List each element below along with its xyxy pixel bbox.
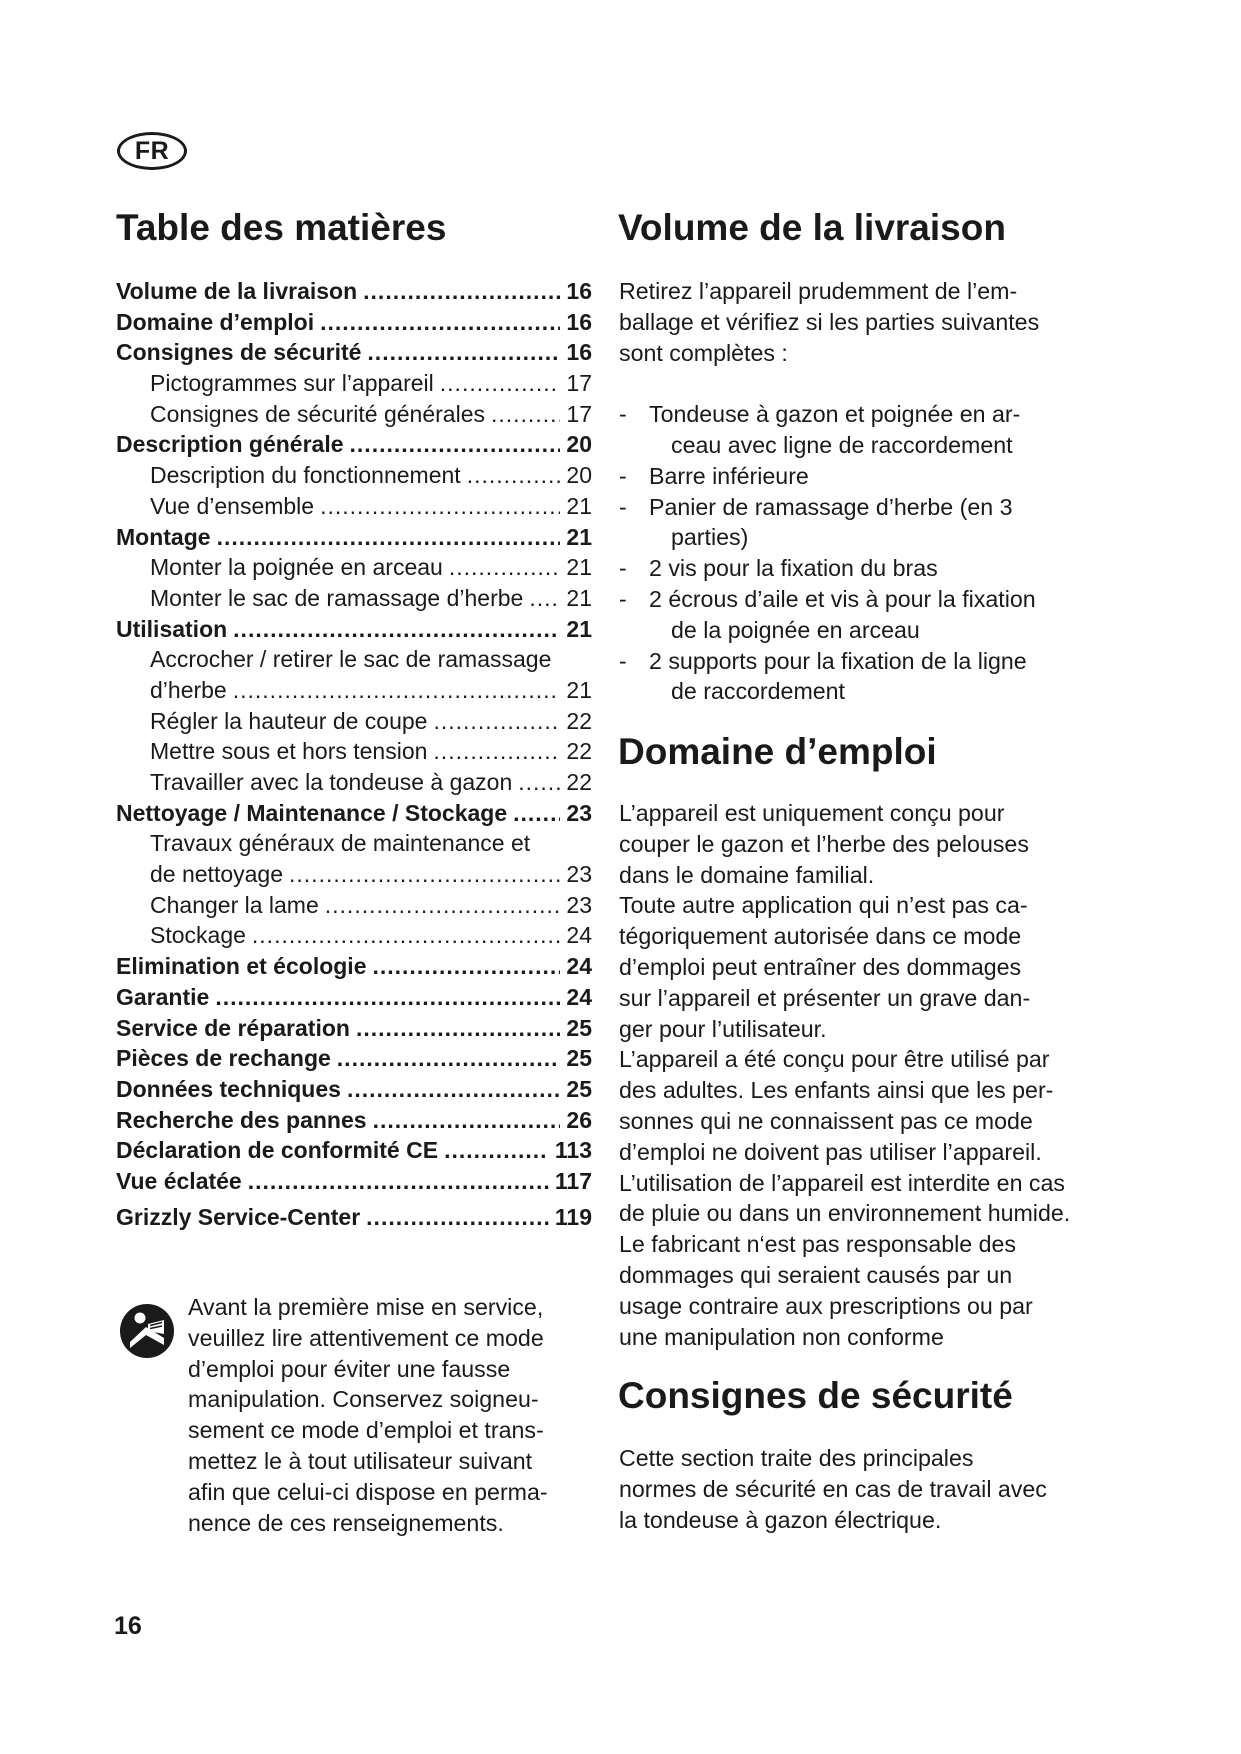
toc-entry-page: 17 xyxy=(566,370,592,397)
toc-entry-label: Volume de la livraison xyxy=(116,278,358,304)
toc-entry-page: 119 xyxy=(554,1203,592,1230)
delivery-item-line: Panier de ramassage d’herbe (en 3 xyxy=(649,493,1013,520)
page-number: 16 xyxy=(114,1612,142,1640)
toc-entry-label: Déclaration de conformité CE xyxy=(116,1137,439,1164)
toc-entry-page: 20 xyxy=(566,431,592,458)
toc-entry-label: Elimination et écologie xyxy=(116,953,367,980)
toc-leader-dots xyxy=(491,399,560,430)
toc-leader-dots xyxy=(518,767,560,798)
toc-leader-dots xyxy=(325,890,561,921)
toc-leader-dots xyxy=(529,583,560,614)
toc-leader-dots xyxy=(366,1202,549,1233)
toc-leader-dots xyxy=(233,675,561,706)
note-line: Avant la première mise en service, xyxy=(188,1294,544,1320)
toc-entry-label: Travailler avec la tondeuse à gazon xyxy=(150,769,513,795)
toc-entry xyxy=(116,368,592,399)
usage-line: Toute autre application qui n’est pas ca- xyxy=(619,892,1028,919)
note-line: veuillez lire attentivement ce mode xyxy=(188,1324,544,1351)
toc-leader-dots xyxy=(320,491,560,522)
toc-entry-label: Monter le sac de ramassage d’herbe xyxy=(150,584,524,611)
toc-entry-label: Accrocher / retirer le sac de ramassage xyxy=(150,646,552,673)
toc-entry-page: 17 xyxy=(566,400,592,427)
toc-title: Table des matières xyxy=(116,207,447,248)
usage-line: une manipulation non conforme xyxy=(619,1323,944,1350)
toc-entry xyxy=(116,460,592,491)
toc-entry-page: 23 xyxy=(566,891,592,918)
toc-leader-dots xyxy=(217,522,561,553)
toc-entry xyxy=(116,583,592,614)
toc-entry-page: 22 xyxy=(566,769,592,795)
toc-entry-label: Garantie xyxy=(116,983,210,1010)
delivery-item-line: Tondeuse à gazon et poignée en ar- xyxy=(649,401,1021,428)
usage-line: tégoriquement autorisée dans ce mode xyxy=(619,923,1022,950)
toc-entry-page: 21 xyxy=(566,523,592,550)
toc-entry-label: Mettre sous et hors tension xyxy=(150,738,428,765)
usage-line: d’emploi peut entraîner des dommages xyxy=(619,953,1022,980)
toc-entry-label: Pictogrammes sur l’appareil xyxy=(150,370,434,397)
usage-line: couper le gazon et l’herbe des pelouses xyxy=(619,830,1029,857)
toc-entry xyxy=(116,675,592,706)
usage-line: de pluie ou dans un environnement humide. xyxy=(619,1200,1071,1227)
toc-entry-page: 24 xyxy=(566,922,592,949)
toc-entry-label: Recherche des pannes xyxy=(116,1106,367,1133)
list-dash: - xyxy=(619,555,627,582)
list-dash: - xyxy=(619,647,627,674)
toc-entry xyxy=(116,982,592,1013)
toc-leader-dots xyxy=(215,982,560,1013)
delivery-list xyxy=(619,399,1129,707)
note-text xyxy=(188,1292,598,1538)
toc-leader-dots xyxy=(513,798,560,829)
toc-entry-label: Description du fonctionnement xyxy=(150,462,461,489)
toc-entry xyxy=(116,890,592,921)
safety-line: Cette section traite des principales xyxy=(619,1445,974,1471)
delivery-item xyxy=(619,646,1129,708)
toc-entry xyxy=(116,1043,592,1074)
toc-entry xyxy=(116,614,592,645)
toc-entry xyxy=(116,736,592,767)
toc-entry xyxy=(116,307,592,338)
list-dash: - xyxy=(619,401,627,428)
toc-entry-label: Description générale xyxy=(116,431,344,458)
delivery-item-line: de la poignée en arceau xyxy=(671,616,920,643)
usage-line: des adultes. Les enfants ainsi que les per- xyxy=(619,1077,1054,1104)
note-line: nence de ces renseignements. xyxy=(188,1509,504,1536)
toc-leader-dots xyxy=(444,1135,549,1166)
toc-entry xyxy=(116,920,592,951)
toc-entry xyxy=(116,828,592,859)
toc-leader-dots xyxy=(337,1043,561,1074)
usage-line: L’utilisation de l’appareil est interdite en cas xyxy=(619,1169,1065,1196)
delivery-item-line: ceau avec ligne de raccordement xyxy=(671,431,1013,458)
toc-entry xyxy=(116,951,592,982)
read-manual-icon xyxy=(118,1302,176,1360)
toc-entry xyxy=(116,706,592,737)
toc-entry-page: 23 xyxy=(566,861,592,888)
toc-leader-dots xyxy=(320,307,560,338)
safety-text xyxy=(619,1443,1129,1535)
toc-leader-dots xyxy=(248,1166,549,1197)
toc-entry-page: 22 xyxy=(566,707,592,734)
toc-leader-dots xyxy=(233,614,560,645)
toc-entry xyxy=(116,1202,592,1233)
toc-entry-label: Régler la hauteur de coupe xyxy=(150,707,428,734)
toc-entry-label: Données techniques xyxy=(116,1075,341,1102)
delivery-item-line: 2 supports pour la fixation de la ligne xyxy=(649,647,1027,674)
usage-line: dans le domaine familial. xyxy=(619,861,875,888)
note-line: manipulation. Conservez soigneu- xyxy=(188,1386,539,1413)
toc-leader-dots xyxy=(356,1013,560,1044)
toc-entry-page: 21 xyxy=(566,615,592,642)
delivery-item xyxy=(619,584,1129,646)
delivery-item xyxy=(619,492,1129,554)
toc-entry xyxy=(116,1074,592,1105)
toc-entry-label: Vue éclatée xyxy=(116,1167,242,1194)
toc-leader-dots xyxy=(373,1105,561,1136)
toc-entry-label: Utilisation xyxy=(116,615,228,642)
delivery-item xyxy=(619,399,1129,461)
usage-line: sur l’appareil et présenter un grave dan- xyxy=(619,984,1031,1011)
toc-entry-label: Service de réparation xyxy=(116,1014,350,1041)
toc-leader-dots xyxy=(289,859,560,890)
usage-line: dommages qui seraient causés par un xyxy=(619,1261,1013,1288)
note-line: d’emploi pour éviter une fausse xyxy=(188,1355,511,1382)
toc-leader-dots xyxy=(350,429,561,460)
usage-line: L’appareil a été conçu pour être utilisé par xyxy=(619,1046,1050,1073)
toc-entry xyxy=(116,798,592,829)
toc-entry xyxy=(116,644,592,675)
toc-entry-page: 24 xyxy=(566,983,592,1010)
toc-entry-label: Montage xyxy=(116,523,211,550)
list-dash: - xyxy=(619,462,627,489)
toc-entry-page: 16 xyxy=(566,339,592,366)
toc-entry-page: 16 xyxy=(566,308,592,335)
toc-entry-label: Changer la lame xyxy=(150,891,319,918)
toc-entry-page: 21 xyxy=(566,492,592,519)
toc-entry-label: Monter la poignée en arceau xyxy=(150,554,443,581)
toc-entry-page: 25 xyxy=(566,1014,592,1041)
toc-entry-page: 16 xyxy=(566,278,592,304)
toc-entry-label: Domaine d’emploi xyxy=(116,308,315,335)
toc-entry xyxy=(116,522,592,553)
toc-leader-dots xyxy=(347,1074,560,1105)
toc-entry xyxy=(116,337,592,368)
toc-leader-dots xyxy=(433,706,560,737)
toc-entry xyxy=(116,429,592,460)
toc-leader-dots xyxy=(440,368,561,399)
toc-leader-dots xyxy=(467,460,561,491)
usage-line: sonnes qui ne connaissent pas ce mode xyxy=(619,1107,1033,1134)
toc-entry-page: 21 xyxy=(566,584,592,611)
language-badge: FR xyxy=(117,132,187,170)
toc-entry-page: 25 xyxy=(566,1045,592,1072)
note-line: afin que celui-ci dispose en perma- xyxy=(188,1478,548,1505)
toc-entry xyxy=(116,1105,592,1136)
toc-entry-page: 117 xyxy=(554,1167,592,1194)
toc-leader-dots xyxy=(449,552,561,583)
toc-entry-page: 26 xyxy=(566,1106,592,1133)
delivery-item-line: parties) xyxy=(671,524,749,551)
list-dash: - xyxy=(619,493,627,520)
toc-entry xyxy=(116,491,592,522)
toc-entry-label: Nettoyage / Maintenance / Stockage xyxy=(116,799,508,826)
toc-entry-page: 21 xyxy=(566,676,592,703)
toc-entry xyxy=(116,1135,592,1166)
toc-leader-dots xyxy=(372,951,560,982)
toc-leader-dots xyxy=(363,276,560,307)
safety-line: la tondeuse à gazon électrique. xyxy=(619,1506,942,1533)
toc-entry xyxy=(116,767,592,798)
usage-line: usage contraire aux prescriptions ou par xyxy=(619,1292,1033,1319)
safety-title: Consignes de sécurité xyxy=(618,1375,1013,1416)
toc-entry-label: Consignes de sécurité xyxy=(116,339,362,366)
delivery-intro-line: Retirez l’appareil prudemment de l’em- xyxy=(619,278,1018,304)
usage-line: d’emploi ne doivent pas utiliser l’appareil. xyxy=(619,1138,1042,1165)
toc-entry-label: Consignes de sécurité générales xyxy=(150,400,485,427)
delivery-item xyxy=(619,553,1129,584)
toc-leader-dots xyxy=(433,736,560,767)
usage-line: L’appareil est uniquement conçu pour xyxy=(619,800,1005,826)
safety-line: normes de sécurité en cas de travail avec xyxy=(619,1475,1047,1502)
usage-line: ger pour l’utilisateur. xyxy=(619,1015,827,1042)
delivery-item-line: 2 écrous d’aile et vis à pour la fixation xyxy=(649,585,1036,612)
delivery-item-line: 2 vis pour la fixation du bras xyxy=(649,555,938,582)
toc-entry xyxy=(116,399,592,430)
note-line: mettez le à tout utilisateur suivant xyxy=(188,1447,533,1474)
note-line: sement ce mode d’emploi et trans- xyxy=(188,1417,544,1444)
delivery-intro-line: ballage et vérifiez si les parties suivantes xyxy=(619,308,1040,335)
toc-entry-page: 20 xyxy=(566,462,592,489)
toc-leader-dots xyxy=(367,337,560,368)
toc-entry-page: 22 xyxy=(566,738,592,765)
delivery-section xyxy=(619,276,1129,707)
toc-entry xyxy=(116,859,592,890)
delivery-item-line: Barre inférieure xyxy=(649,462,809,489)
toc-entry-label: Grizzly Service-Center xyxy=(116,1203,361,1230)
toc-entry-page: 23 xyxy=(566,799,592,826)
toc-entry xyxy=(116,276,592,307)
table-of-contents xyxy=(116,276,592,1232)
delivery-intro-line: sont complètes : xyxy=(619,339,788,366)
usage-text xyxy=(619,798,1129,1352)
delivery-title: Volume de la livraison xyxy=(618,207,1006,248)
toc-entry-page: 21 xyxy=(566,554,592,581)
toc-entry-label: Vue d’ensemble xyxy=(150,492,315,519)
toc-entry-page: 113 xyxy=(554,1137,592,1164)
delivery-item-line: de raccordement xyxy=(671,678,845,705)
delivery-intro xyxy=(619,276,1129,368)
usage-title: Domaine d’emploi xyxy=(618,731,937,772)
usage-line: Le fabricant n‘est pas responsable des xyxy=(619,1231,1017,1258)
list-dash: - xyxy=(619,585,627,612)
toc-entry-page: 25 xyxy=(566,1075,592,1102)
toc-entry xyxy=(116,1013,592,1044)
delivery-item xyxy=(619,461,1129,492)
toc-entry-label: de nettoyage xyxy=(150,861,284,888)
toc-entry-label: d’herbe xyxy=(150,676,227,703)
toc-entry-page: 24 xyxy=(566,953,592,980)
toc-entry-label: Stockage xyxy=(150,922,246,949)
toc-entry-label: Pièces de rechange xyxy=(116,1045,331,1072)
toc-entry-label: Travaux généraux de maintenance et xyxy=(150,830,531,857)
toc-leader-dots xyxy=(252,920,561,951)
toc-entry xyxy=(116,1166,592,1197)
toc-entry xyxy=(116,552,592,583)
